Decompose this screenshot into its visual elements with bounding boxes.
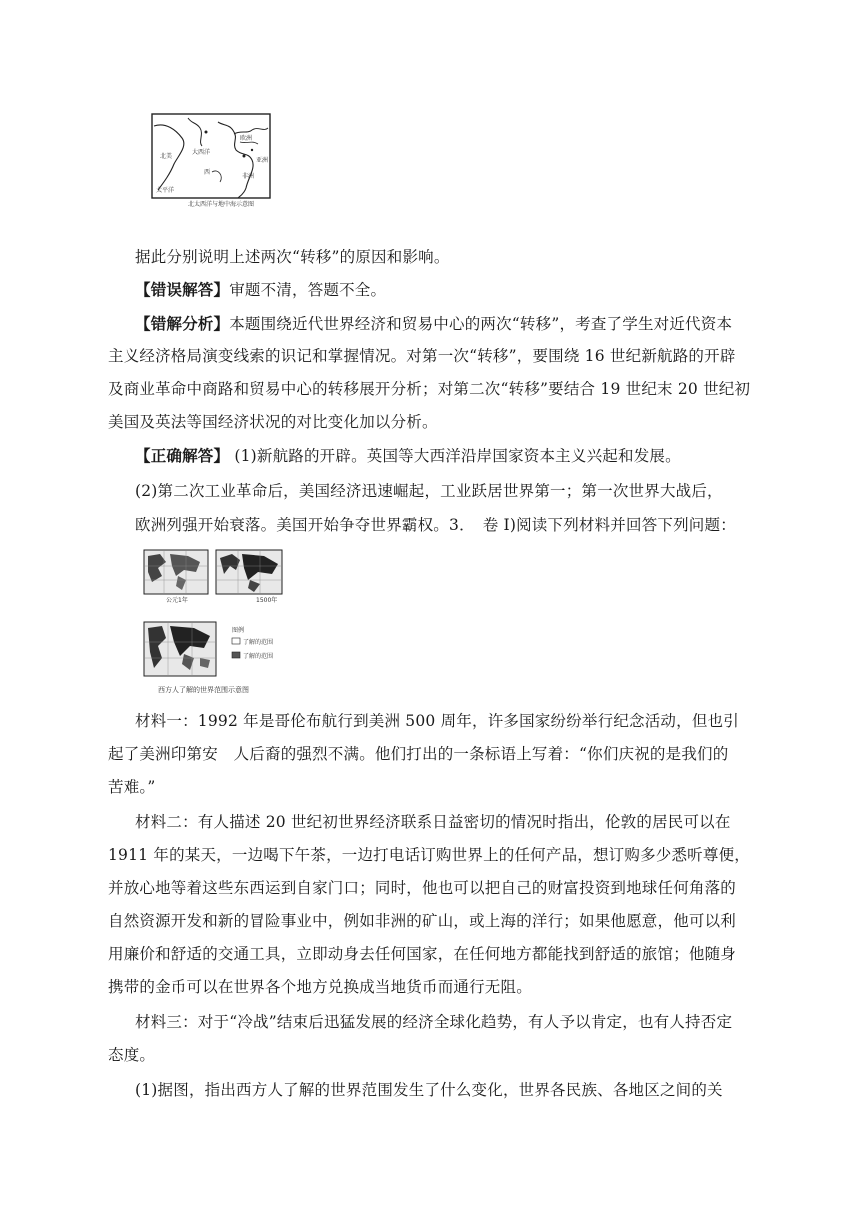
map-label-north-america: 北美 <box>160 153 173 160</box>
atlantic-map-figure <box>148 112 274 208</box>
world-knowledge-figure <box>140 546 290 698</box>
material-2-line-1: 材料二：有人描述 20 世纪初世界经济联系日益密切的情况时指出，伦敦的居民可以在 <box>135 813 731 831</box>
error-analysis-line-1 <box>135 313 735 335</box>
legend-swatch-known <box>232 638 240 644</box>
map-label-africa: 非洲 <box>242 173 255 180</box>
material-2-line-5: 用廉价和舒适的交通工具，立即动身去任何国家，在任何地方都能找到舒适的旅馆；他随身 <box>108 945 737 963</box>
correct-answer-line-3: 欧洲列强开始衰落。美国开始争夺世界霸权。3． 卷 I)阅读下列材料并回答下列问题： <box>135 516 736 534</box>
error-analysis-line-4: 美国及英法等国经济状况的对比变化加以分析。 <box>108 413 438 431</box>
world-map-2 <box>216 550 282 604</box>
material-3-line-1: 材料三：对于“冷战”结束后迅猛发展的经济全球化趋势，有人予以肯定，也有人持否定 <box>135 1013 733 1031</box>
correct-answer-line <box>135 445 735 467</box>
material-2-line-6: 携带的金币可以在世界各个地方兑换成当地货币而通行无阻。 <box>108 978 532 996</box>
map-label-europe: 欧洲 <box>240 135 253 142</box>
legend-item-2: 了解的范围 <box>243 653 274 660</box>
map-label-asia: 亚洲 <box>256 157 269 164</box>
legend-title: 图例 <box>232 627 245 634</box>
wrong-answer-text: 审题不清，答题不全。 <box>229 281 387 299</box>
material-2-line-4: 自然资源开发和新的冒险事业中，例如非洲的矿山，或上海的洋行；如果他愿意，他可以利 <box>108 912 737 930</box>
wrong-answer-tag: 【错误解答】 <box>135 280 230 299</box>
material-3-line-2: 态度。 <box>108 1046 156 1064</box>
figure2-caption: 西方人了解的世界范围示意图 <box>158 686 249 694</box>
legend-item-1: 了解的范围 <box>243 639 274 646</box>
figure1-caption: 北太西洋与地中海示意图 <box>188 201 255 208</box>
material-2-line-3: 并放心地等着这些东西运到自家门口；同时，他也可以把自己的财富投资到地球任何角落的 <box>108 879 737 897</box>
material-1-line-2: 起了美洲印第安 人后裔的强烈不满。他们打出的一条标语上写着：“你们庆祝的是我们的 <box>108 745 729 763</box>
map-label-pacific: 太平洋 <box>156 187 175 194</box>
map-year-label-1: 公元1年 <box>166 597 188 604</box>
correct-answer-line-2: (2)第二次工业革命后，美国经济迅速崛起，工业跃居世界第一；第一次世界大战后， <box>135 482 723 500</box>
legend-swatch-unknown <box>232 652 240 658</box>
wrong-answer-line <box>135 279 735 301</box>
error-analysis-line-3: 及商业革命中商路和贸易中心的转移展开分析；对第二次“转移”要结合 19 世纪末 20 世纪初 <box>108 380 751 398</box>
correct-answer-tag: 【正确解答】 <box>135 446 230 465</box>
figure2-legend <box>232 626 273 660</box>
error-analysis-text-1: 本题围绕近代世界经济和贸易中心的两次“转移”，考查了学生对近代资本 <box>229 315 733 333</box>
error-analysis-line-2: 主义经济格局演变线索的识记和掌握情况。对第一次“转移”，要围绕 16 世纪新航路的开辟 <box>108 347 736 365</box>
world-map-1 <box>144 550 208 604</box>
material-1-line-3: 苦难。” <box>108 778 156 796</box>
question-1-line-1: (1)据图，指出西方人了解的世界范围发生了什么变化，世界各民族、各地区之间的关 <box>135 1081 723 1099</box>
correct-answer-text: (1)新航路的开辟。英国等大西洋沿岸国家资本主义兴起和发展。 <box>229 447 681 465</box>
material-2-line-2: 1911 年的某天，一边喝下午茶，一边打电话订购世界上的任何产品，想订购多少悉听尊便， <box>108 846 750 864</box>
material-1-line-1: 材料一：1992 年是哥伦布航行到美洲 500 周年，许多国家纷纷举行纪念活动，但也引 <box>135 712 739 730</box>
map-label-west: 西 <box>204 169 211 176</box>
map-label-atlantic: 大西洋 <box>192 149 211 156</box>
error-analysis-tag: 【错解分析】 <box>135 314 230 333</box>
paragraph-question-prompt: 据此分别说明上述两次“转移”的原因和影响。 <box>135 248 450 266</box>
map-year-label-2: 1500年 <box>256 597 278 604</box>
world-map-3 <box>144 622 216 676</box>
